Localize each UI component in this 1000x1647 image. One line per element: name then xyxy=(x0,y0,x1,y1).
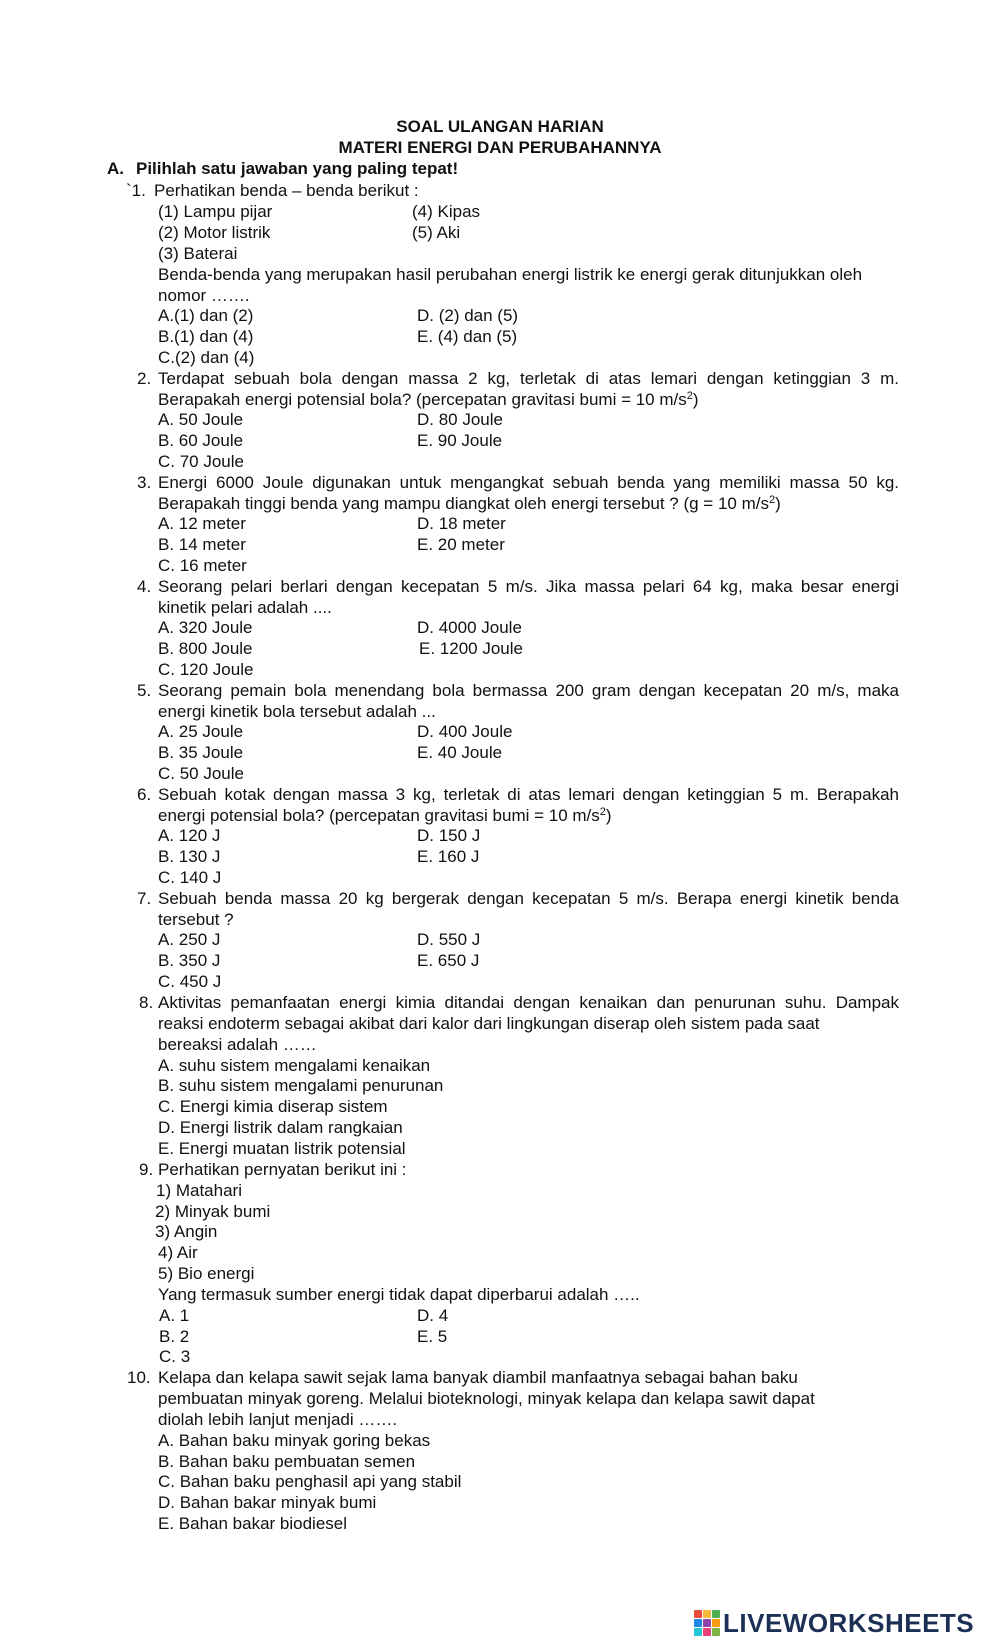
question-text: Kelapa dan kelapa sawit sejak lama banyak diambil manfaatnya sebagai bahan baku xyxy=(158,1368,798,1387)
option-c[interactable]: C. 140 J xyxy=(158,868,222,887)
logo-cell xyxy=(694,1619,702,1627)
option-c[interactable]: C. 16 meter xyxy=(158,556,247,575)
option-b[interactable]: B. Bahan baku pembuatan semen xyxy=(158,1452,416,1471)
option-c[interactable]: C.(2) dan (4) xyxy=(158,348,255,367)
option-d[interactable]: D. 400 Joule xyxy=(417,722,513,741)
question-stem: Perhatikan pernyatan berikut ini : xyxy=(158,1160,407,1179)
question-text: Berapakah energi potensial bola? (percepatan gravitasi bumi = 10 $m/s^2$) xyxy=(158,390,699,409)
logo-cell xyxy=(712,1619,720,1627)
option-e[interactable]: E. 90 Joule xyxy=(417,431,503,450)
question-number: 6. xyxy=(137,785,152,804)
option-c[interactable]: C. 3 xyxy=(159,1347,191,1366)
option-a[interactable]: A. suhu sistem mengalami kenaikan xyxy=(158,1056,431,1075)
option-e[interactable]: E. 5 xyxy=(417,1327,448,1346)
question-number: 10. xyxy=(127,1368,151,1387)
list-item: 1) Matahari xyxy=(156,1181,242,1200)
logo-cell xyxy=(712,1628,720,1636)
question-text: Berapakah tinggi benda yang mampu diangkat oleh energi tersebut ? (g = 10 $m/s^2$) xyxy=(158,494,781,513)
list-item: 2) Minyak bumi xyxy=(155,1202,271,1221)
list-item: (4) Kipas xyxy=(412,202,481,221)
question-text: Energi 6000 Joule digunakan untuk mengangkat sebuah benda yang memiliki massa 50 kg. xyxy=(158,473,899,492)
option-a[interactable]: A. 50 Joule xyxy=(158,410,244,429)
logo-grid-icon xyxy=(694,1610,720,1636)
option-e[interactable]: E. 1200 Joule xyxy=(419,639,523,658)
option-d[interactable]: D. 150 J xyxy=(417,826,481,845)
option-b[interactable]: B. 14 meter xyxy=(158,535,246,554)
logo-cell xyxy=(703,1610,711,1618)
question-text: tersebut ? xyxy=(158,910,234,929)
option-b[interactable]: B. suhu sistem mengalami penurunan xyxy=(158,1076,444,1095)
list-item: 5) Bio energi xyxy=(158,1264,255,1283)
question-text: Benda-benda yang merupakan hasil perubahan energi listrik ke energi gerak ditunjukkan oleh xyxy=(158,265,863,284)
question-number: 3. xyxy=(137,473,152,492)
logo-cell xyxy=(694,1628,702,1636)
option-c[interactable]: C. 70 Joule xyxy=(158,452,244,471)
question-text: kinetik pelari adalah .... xyxy=(158,598,332,617)
option-a[interactable]: A. 320 Joule xyxy=(158,618,253,637)
logo-cell xyxy=(703,1628,711,1636)
page-title: SOAL ULANGAN HARIAN xyxy=(396,117,604,136)
option-b[interactable]: B. 130 J xyxy=(158,847,221,866)
question-stem: Perhatikan benda – benda berikut : xyxy=(154,181,419,200)
liveworksheets-logo[interactable] xyxy=(694,1608,974,1638)
option-a[interactable]: A. 25 Joule xyxy=(158,722,244,741)
option-b[interactable]: B. 800 Joule xyxy=(158,639,253,658)
option-d[interactable]: D. 4000 Joule xyxy=(417,618,522,637)
question-number: 8. xyxy=(139,993,154,1012)
logo-text: LIVEWORKSHEETS xyxy=(723,1607,975,1638)
question-text: Sebuah kotak dengan massa 3 kg, terletak di atas lemari dengan ketinggian 5 m. Berapakah xyxy=(158,785,899,804)
question-text: energi kinetik bola tersebut adalah ... xyxy=(158,702,436,721)
option-a[interactable]: A. Bahan baku minyak goring bekas xyxy=(158,1431,431,1450)
question-number: `1. xyxy=(126,181,146,200)
option-b[interactable]: B. 60 Joule xyxy=(158,431,244,450)
question-number: 5. xyxy=(137,681,152,700)
option-e[interactable]: E. Bahan bakar biodiesel xyxy=(158,1514,348,1533)
option-d[interactable]: D. 550 J xyxy=(417,930,481,949)
section-letter: A. xyxy=(107,159,124,178)
question-text: Sebuah benda massa 20 kg bergerak dengan kecepatan 5 m/s. Berapa energi kinetik benda xyxy=(158,889,899,908)
option-d[interactable]: D. 18 meter xyxy=(417,514,506,533)
option-c[interactable]: C. Energi kimia diserap sistem xyxy=(158,1097,388,1116)
list-item: (5) Aki xyxy=(412,223,461,242)
option-d[interactable]: D. (2) dan (5) xyxy=(417,306,519,325)
option-a[interactable]: A. 120 J xyxy=(158,826,221,845)
question-text: Seorang pemain bola menendang bola bermassa 200 gram dengan kecepatan 20 m/s, maka xyxy=(158,681,899,700)
question-text: Terdapat sebuah bola dengan massa 2 kg, terletak di atas lemari dengan ketinggian 3 m. xyxy=(158,369,899,388)
list-item: (1) Lampu pijar xyxy=(158,202,273,221)
option-b[interactable]: B. 35 Joule xyxy=(158,743,244,762)
page-subtitle: MATERI ENERGI DAN PERUBAHANNYA xyxy=(338,138,662,157)
option-e[interactable]: E. (4) dan (5) xyxy=(417,327,518,346)
question-text: reaksi endoterm sebagai akibat dari kalor dari lingkungan diserap oleh sistem pada saat xyxy=(158,1014,820,1033)
option-d[interactable]: D. 80 Joule xyxy=(417,410,503,429)
logo-cell xyxy=(694,1610,702,1618)
option-b[interactable]: B. 350 J xyxy=(158,951,221,970)
list-item: (2) Motor listrik xyxy=(158,223,271,242)
option-d[interactable]: D. 4 xyxy=(417,1306,449,1325)
question-number: 9. xyxy=(139,1160,154,1179)
question-text: Seorang pelari berlari dengan kecepatan 5 m/s. Jika massa pelari 64 kg, maka besar energi xyxy=(158,577,899,596)
option-d[interactable]: D. Bahan bakar minyak bumi xyxy=(158,1493,377,1512)
question-text: Yang termasuk sumber energi tidak dapat diperbarui adalah ….. xyxy=(158,1285,640,1304)
question-text: pembuatan minyak goreng. Melalui bioteknologi, minyak kelapa dan kelapa sawit dapat xyxy=(158,1389,815,1408)
option-c[interactable]: C. 450 J xyxy=(158,972,222,991)
question-text: nomor ……. xyxy=(158,286,250,305)
option-c[interactable]: C. 50 Joule xyxy=(158,764,244,783)
option-a[interactable]: A.(1) dan (2) xyxy=(158,306,254,325)
option-a[interactable]: A. 12 meter xyxy=(158,514,246,533)
option-d[interactable]: D. Energi listrik dalam rangkaian xyxy=(158,1118,403,1137)
question-text: bereaksi adalah …… xyxy=(158,1035,317,1054)
option-b[interactable]: B.(1) dan (4) xyxy=(158,327,254,346)
option-a[interactable]: A. 250 J xyxy=(158,930,221,949)
option-a[interactable]: A. 1 xyxy=(159,1306,190,1325)
list-item: 3) Angin xyxy=(155,1222,218,1241)
question-number: 4. xyxy=(137,577,152,596)
list-item: 4) Air xyxy=(158,1243,198,1262)
question-number: 2. xyxy=(137,369,152,388)
logo-cell xyxy=(712,1610,720,1618)
option-e[interactable]: E. 160 J xyxy=(417,847,480,866)
logo-cell xyxy=(703,1619,711,1627)
option-e[interactable]: E. 20 meter xyxy=(417,535,505,554)
option-e[interactable]: E. 650 J xyxy=(417,951,480,970)
list-item: (3) Baterai xyxy=(158,244,238,263)
option-c[interactable]: C. Bahan baku penghasil api yang stabil xyxy=(158,1472,462,1491)
question-number: 7. xyxy=(137,889,152,908)
option-e[interactable]: E. 40 Joule xyxy=(417,743,503,762)
option-c[interactable]: C. 120 Joule xyxy=(158,660,254,679)
option-b[interactable]: B. 2 xyxy=(159,1327,190,1346)
question-text: diolah lebih lanjut menjadi ……. xyxy=(158,1410,398,1429)
option-e[interactable]: E. Energi muatan listrik potensial xyxy=(158,1139,406,1158)
question-text: energi potensial bola? (percepatan gravitasi bumi = 10 $m/s^2$) xyxy=(158,806,612,825)
question-text: Aktivitas pemanfaatan energi kimia ditandai dengan kenaikan dan penurunan suhu. Dampak xyxy=(158,993,899,1012)
section-instruction: Pilihlah satu jawaban yang paling tepat! xyxy=(136,159,459,178)
